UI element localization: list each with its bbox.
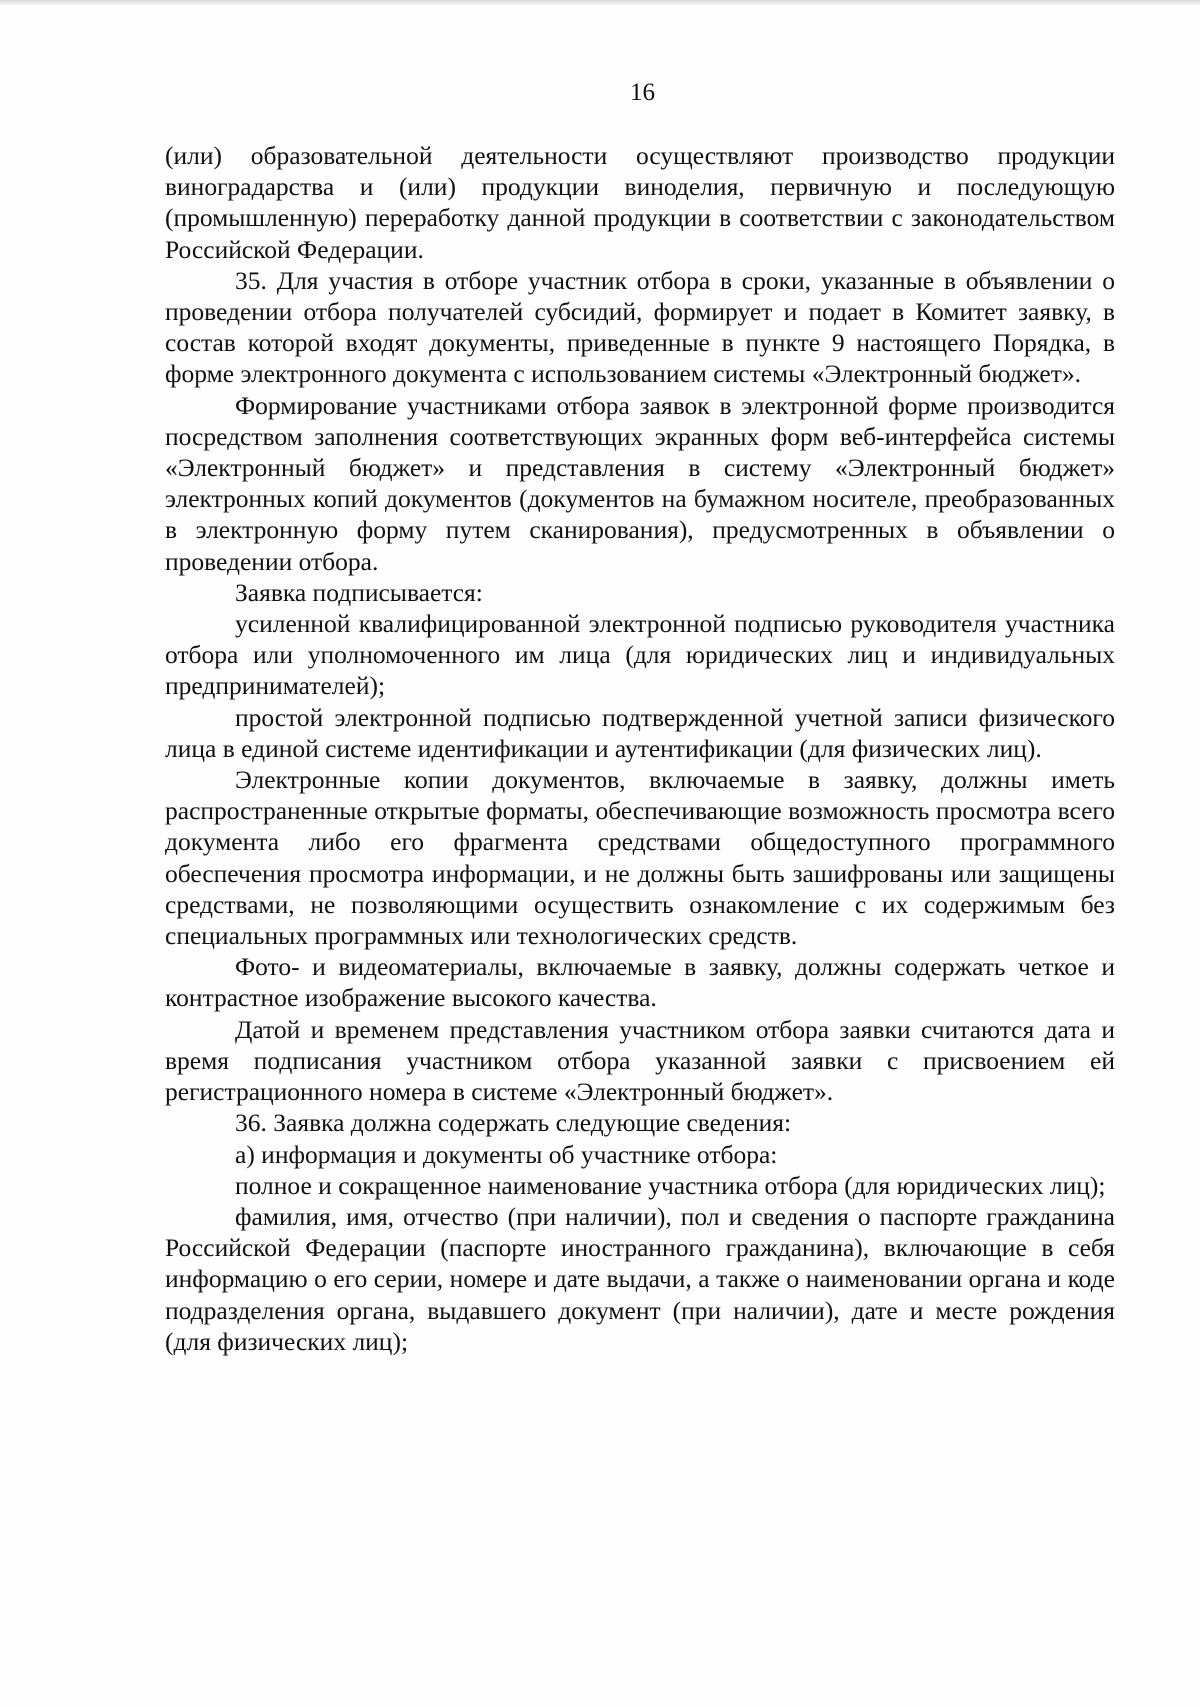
paragraph-continuation: (или) образовательной деятельности осуществляют производство продукции виноградарства и (или) продукции виноделия, первичную и последующую (промышленную) переработку данной продукции в соответствии с законодательством Российской Федерации. — [165, 141, 1115, 264]
paragraph-submission-date: Датой и временем представления участником отбора заявки считаются дата и время подписания участником отбора указанной заявки с присвоением ей регистрационного номера в системе «Электронный бюджет». — [165, 1014, 1115, 1107]
scan-edge — [0, 0, 1200, 6]
document-body — [165, 140, 1115, 1357]
paragraph-qualified-signature: усиленной квалифицированной электронной подписью руководителя участника отбора или уполномоченного им лица (для юридических лиц и индивидуальных предпринимателей); — [165, 609, 1115, 701]
paragraph-photo-video: Фото- и видеоматериалы, включаемые в заявку, должны содержать четкое и контрастное изображение высокого качества. — [165, 952, 1115, 1013]
paragraph-application-forming: Формирование участниками отбора заявок в электронной форме производится посредством заполнения соответствующих экранных форм веб-интерфейса системы «Электронный бюджет» и представления в систему «Электронный бюджет» электронных копий документов (документов на бумажном носителе, преобразованных в электронную форму путем сканирования), предусмотренных в объявлении о проведении отбора. — [165, 390, 1115, 576]
paragraph-passport-details: фамилия, имя, отчество (при наличии), пол и сведения о паспорте гражданина Российской Федерации (паспорте иностранного гражданина), включающие в себя информацию о его серии, номере и дате выдачи, а также о наименовании органа и коде подразделения органа, выдавшего документ (при наличии), дате и месте рождения (для физических лиц); — [165, 1201, 1115, 1356]
page-number: 16 — [630, 79, 655, 106]
paragraph-simple-signature: простой электронной подписью подтвержденной учетной записи физического лица в единой системе идентификации и аутентификации (для физических лиц). — [165, 702, 1115, 763]
paragraph-subclause-a: а) информация и документы об участнике отбора: — [235, 1139, 778, 1169]
paragraph-clause-36: 36. Заявка должна содержать следующие сведения: — [235, 1108, 792, 1138]
paragraph-signature-intro: Заявка подписывается: — [235, 577, 483, 607]
paragraph-clause-35: 35. Для участия в отборе участник отбора в сроки, указанные в объявлении о проведении отбора получателей субсидий, формирует и подает в Комитет заявку, в состав которой входят документы, приведенные в пункте 9 настоящего Порядка, в форме электронного документа с использованием системы «Электронный бюджет». — [165, 265, 1115, 389]
paragraph-full-name: полное и сокращенное наименование участника отбора (для юридических лиц); — [235, 1170, 1106, 1200]
paragraph-electronic-copies: Электронные копии документов, включаемые в заявку, должны иметь распространенные открытые форматы, обеспечивающие возможность просмотра всего документа либо его фрагмента средствами общедоступного программного обеспечения просмотра информации, и не должны быть зашифрованы или защищены средствами, не позволяющими осуществить ознакомление с их содержимым без специальных программных или технологических средств. — [165, 765, 1115, 951]
